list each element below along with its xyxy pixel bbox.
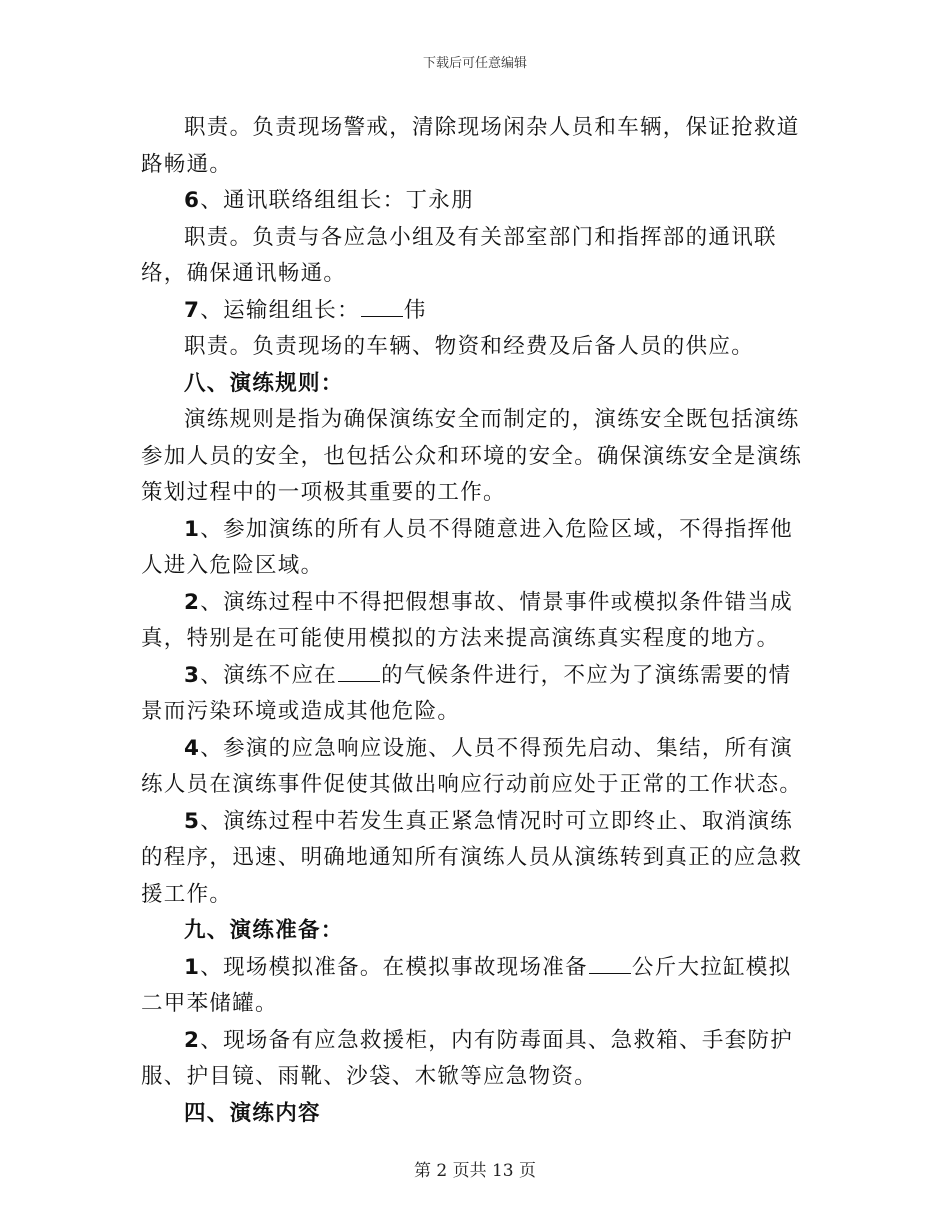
page-header: 下载后可任意编辑 [422, 56, 527, 71]
paragraph [141, 329, 813, 366]
item-number: 2 [184, 1027, 201, 1053]
rule-item [141, 731, 813, 804]
paragraph-text: 、通讯联络组组长：丁永朋 [200, 188, 474, 213]
section-heading: 九、演练准备： [184, 918, 344, 943]
document-body [141, 110, 813, 1132]
paragraph-text: 、演练不应在 [200, 662, 338, 688]
paragraph-text: 的气候条件进行，不应为了演练需要的情景而污染环境或造成其他危险。 [141, 662, 792, 724]
paragraph [141, 183, 813, 220]
paragraph-text: 职责。负责现场警戒，清除现场闲杂人员和车辆，保证抢救道路畅通。 [141, 115, 800, 177]
item-number: 2 [184, 589, 201, 615]
rule-item [141, 804, 813, 914]
paragraph-text: 、演练过程中不得把假想事故、情景事件或模拟条件错当成真，特别是在可能使用模拟的方法来提高演练真实程度的地方。 [141, 589, 794, 651]
paragraph-text: 、现场备有应急救援柜，内有防毒面具、急救箱、手套防护服、护目镜、雨靴、沙袋、木锨等应急物资。 [141, 1027, 794, 1089]
paragraph-text: 、演练过程中若发生真正紧急情况时可立即终止、取消演练的程序，迅速、明确地通知所有演练人员从演练转到真正的应急救援工作。 [141, 808, 803, 907]
paragraph-text: 职责。负责现场的车辆、物资和经费及后备人员的供应。 [184, 334, 755, 359]
item-number: 1 [184, 516, 201, 542]
paragraph [141, 220, 813, 293]
rule-item [141, 512, 813, 585]
paragraph-text: 职责。负责与各应急小组及有关部室部门和指挥部的通讯联络，确保通讯畅通。 [141, 224, 777, 286]
page-footer: 第 2 页共 13 页 [413, 1161, 537, 1181]
fill-in-blank [589, 953, 631, 974]
rule-item [141, 585, 813, 658]
paragraph [141, 402, 813, 512]
prep-item [141, 1023, 813, 1096]
paragraph-text: 演练规则是指为确保演练安全而制定的，演练安全既包括演练参加人员的安全，也包括公众和环境的安全。确保演练安全是演练策划过程中的一项极其重要的工作。 [141, 407, 803, 505]
item-number: 1 [184, 954, 201, 980]
paragraph-text: 、参演的应急响应设施、人员不得预先启动、集结，所有演练人员在演练事件促使其做出响应行动前应处于正常的工作状态。 [141, 735, 803, 797]
item-number: 6 [184, 188, 201, 213]
paragraph-text: 、现场模拟准备。在模拟事故现场准备 [200, 954, 588, 980]
paragraph-text: 、参加演练的所有人员不得随意进入危险区域，不得指挥他人进入危险区域。 [141, 516, 794, 578]
item-number: 4 [184, 735, 201, 761]
item-number: 3 [184, 662, 201, 688]
rule-item [141, 658, 813, 731]
item-number: 7 [184, 297, 201, 323]
fill-in-blank [361, 296, 403, 317]
section-heading: 八、演练规则： [184, 370, 344, 396]
paragraph [141, 110, 813, 183]
section-heading: 四、演练内容 [184, 1100, 321, 1126]
paragraph-text: 公斤大拉缸模拟二甲苯储罐。 [141, 954, 792, 1016]
fill-in-blank [338, 661, 380, 682]
paragraph-text: 、运输组组长： [200, 297, 360, 323]
prep-item [141, 950, 813, 1023]
paragraph [141, 293, 813, 330]
item-number: 5 [184, 808, 201, 834]
paragraph-text: 伟 [403, 297, 427, 323]
